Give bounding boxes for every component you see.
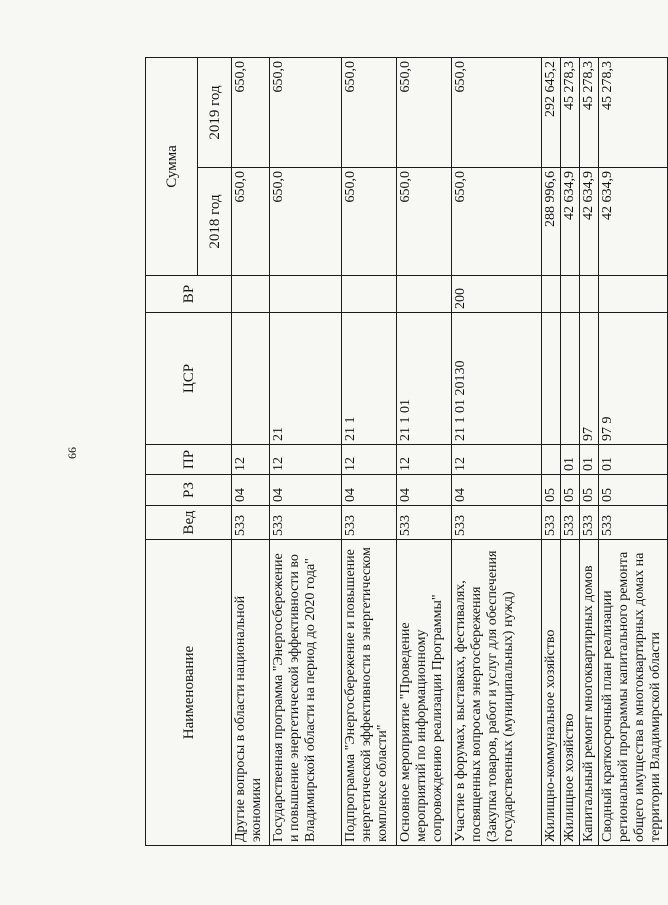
- row-2018: 650,0: [452, 168, 542, 276]
- table-row: [397, 57, 452, 845]
- row-pr: 01: [561, 445, 580, 475]
- row-2019: 650,0: [397, 57, 452, 167]
- row-vr: [397, 276, 452, 313]
- row-pr: 12: [452, 445, 542, 475]
- row-2018: 42 634,9: [599, 168, 668, 276]
- row-name: Жилищное хозяйство: [561, 540, 580, 846]
- row-ved: 533: [452, 506, 542, 540]
- row-rz: 05: [542, 475, 561, 506]
- row-ved: 533: [232, 506, 270, 540]
- row-csr: 21 1 01 20130: [452, 313, 542, 445]
- row-rz: 04: [342, 475, 397, 506]
- row-name: Сводный краткосрочный план реализации региональной программы капитального ремонта общего имущества в многоквартирных домах на территории Владимирской области: [599, 540, 668, 846]
- header-rz: РЗ: [146, 475, 232, 506]
- row-csr: 21 1: [342, 313, 397, 445]
- row-vr: [580, 276, 599, 313]
- header-vr: ВР: [146, 276, 232, 313]
- row-csr: 97 9: [599, 313, 668, 445]
- table-row: [270, 57, 342, 845]
- table-row: [542, 57, 561, 845]
- budget-table: [145, 57, 668, 846]
- row-2019: 650,0: [342, 57, 397, 167]
- row-csr: 97: [580, 313, 599, 445]
- row-2019: 45 278,3: [561, 57, 580, 167]
- row-rz: 04: [452, 475, 542, 506]
- header-row-top: [146, 57, 198, 845]
- row-2019: 650,0: [270, 57, 342, 167]
- row-2018: 288 996,6: [542, 168, 561, 276]
- row-2019: 650,0: [232, 57, 270, 167]
- row-csr: [542, 313, 561, 445]
- row-ved: 533: [580, 506, 599, 540]
- row-name: Основное мероприятие "Проведение мероприятий по информационному сопровождению реализации Программы": [397, 540, 452, 846]
- row-2018: 650,0: [232, 168, 270, 276]
- row-vr: [599, 276, 668, 313]
- row-rz: 04: [232, 475, 270, 506]
- table-row: [599, 57, 668, 845]
- row-2018: 650,0: [397, 168, 452, 276]
- row-ved: 533: [270, 506, 342, 540]
- row-pr: [542, 445, 561, 475]
- row-rz: 05: [561, 475, 580, 506]
- row-pr: 12: [342, 445, 397, 475]
- row-pr: 12: [270, 445, 342, 475]
- table-row: [342, 57, 397, 845]
- page-number: 66: [65, 447, 79, 459]
- row-csr: [232, 313, 270, 445]
- row-2019: 292 645,2: [542, 57, 561, 167]
- row-2019: 650,0: [452, 57, 542, 167]
- row-vr: [342, 276, 397, 313]
- row-2019: 45 278,3: [599, 57, 668, 167]
- table-row: [580, 57, 599, 845]
- header-2018: 2018 год: [198, 168, 232, 276]
- row-csr: [561, 313, 580, 445]
- header-sum: Сумма: [146, 57, 198, 275]
- row-pr: 01: [599, 445, 668, 475]
- row-csr: 21: [270, 313, 342, 445]
- row-vr: [542, 276, 561, 313]
- row-name: Государственная программа "Энергосбережение и повышение энергетической эффективности во Владимирской области на период до 2020 года": [270, 540, 342, 846]
- table-row: [561, 57, 580, 845]
- row-2018: 650,0: [342, 168, 397, 276]
- row-pr: 01: [580, 445, 599, 475]
- row-vr: 200: [452, 276, 542, 313]
- row-rz: 04: [270, 475, 342, 506]
- header-2019: 2019 год: [198, 57, 232, 167]
- row-2019: 45 278,3: [580, 57, 599, 167]
- header-csr: ЦСР: [146, 313, 232, 445]
- row-ved: 533: [542, 506, 561, 540]
- row-vr: [232, 276, 270, 313]
- table-row: [232, 57, 270, 845]
- row-ved: 533: [561, 506, 580, 540]
- row-pr: 12: [397, 445, 452, 475]
- header-pr: ПР: [146, 445, 232, 475]
- row-2018: 42 634,9: [561, 168, 580, 276]
- row-vr: [561, 276, 580, 313]
- row-ved: 533: [599, 506, 668, 540]
- header-name: Наименование: [146, 540, 232, 846]
- row-2018: 42 634,9: [580, 168, 599, 276]
- row-rz: 05: [599, 475, 668, 506]
- row-name: Другие вопросы в области национальной экономики: [232, 540, 270, 846]
- row-csr: 21 1 01: [397, 313, 452, 445]
- row-ved: 533: [342, 506, 397, 540]
- row-vr: [270, 276, 342, 313]
- row-name: Участие в форумах, выставках, фестивалях, посвященных вопросам энергосбережения (Закупка товаров, работ и услуг для обеспечения государственных (муниципальных) нужд): [452, 540, 542, 846]
- row-2018: 650,0: [270, 168, 342, 276]
- rotated-table-wrapper: [145, 58, 663, 846]
- table-row: [452, 57, 542, 845]
- header-ved: Вед: [146, 506, 232, 540]
- row-rz: 04: [397, 475, 452, 506]
- row-name: Капитальный ремонт многоквартирных домов: [580, 540, 599, 846]
- row-pr: 12: [232, 445, 270, 475]
- row-rz: 05: [580, 475, 599, 506]
- row-name: Подпрограмма "Энергосбережение и повышение энергетической эффективности в энергетическом комплексе области": [342, 540, 397, 846]
- row-ved: 533: [397, 506, 452, 540]
- row-name: Жилищно-коммунальное хозяйство: [542, 540, 561, 846]
